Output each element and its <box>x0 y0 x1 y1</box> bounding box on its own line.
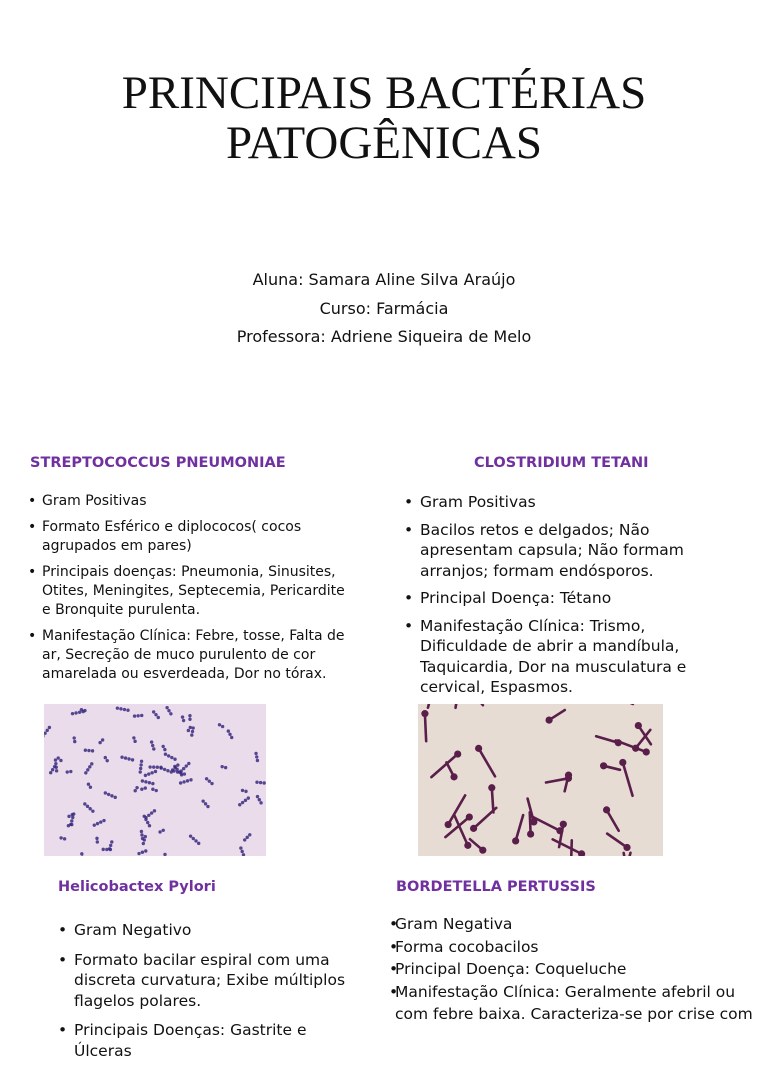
page-title <box>0 68 768 168</box>
bord-bullet-list <box>389 913 759 1026</box>
list-item: • Principal Doença: Coqueluche <box>389 958 759 981</box>
strep-heading: STREPTOCOCCUS PNEUMONIAE <box>30 455 286 471</box>
list-item: • Manifestação Clínica: Febre, tosse, Falta de ar, Secreção de muco purulento de cor amarelada ou esverdeada, Dor no tórax. <box>28 627 346 684</box>
helico-bullet-list <box>58 920 358 1070</box>
list-item: • Principal Doença: Tétano <box>404 588 704 609</box>
list-item: • Gram Positivas <box>28 492 346 511</box>
list-item: • Gram Negativo <box>58 920 358 941</box>
list-item: • Manifestação Clínica: Geralmente afebril ou com febre baixa. Caracteriza-se por crise com <box>389 981 759 1026</box>
clostridium-micrograph <box>418 704 663 856</box>
list-item: • Formato bacilar espiral com uma discreta curvatura; Exibe múltiplos flagelos polares. <box>58 950 358 1012</box>
author-block <box>0 266 768 352</box>
list-item: • Formato Esférico e diplococos( cocos agrupados em pares) <box>28 518 346 556</box>
list-item: • Gram Positivas <box>404 492 704 513</box>
streptococcus-micrograph <box>44 704 266 856</box>
list-item: • Bacilos retos e delgados; Não apresentam capsula; Não formam arranjos; formam endósporos. <box>404 520 704 582</box>
strep-bullet-list <box>28 492 346 691</box>
list-item: • Forma cocobacilos <box>389 936 759 959</box>
list-item: • Manifestação Clínica: Trismo, Dificuldade de abrir a mandíbula, Taquicardia, Dor na musculatura e cervical, Espasmos. <box>404 616 704 698</box>
professor-name: Professora: Adriene Siqueira de Melo <box>0 323 768 352</box>
bord-heading: BORDETELLA PERTUSSIS <box>396 879 596 895</box>
title-line-1: PRINCIPAIS BACTÉRIAS <box>0 68 768 118</box>
list-item: • Principais doenças: Pneumonia, Sinusites, Otites, Meningites, Septecemia, Pericardite e Bronquite purulenta. <box>28 563 346 620</box>
student-name: Aluna: Samara Aline Silva Araújo <box>0 266 768 295</box>
clost-bullet-list <box>404 492 704 705</box>
course-name: Curso: Farmácia <box>0 295 768 324</box>
list-item: • Gram Negativa <box>389 913 759 936</box>
list-item: • Principais Doenças: Gastrite e Úlceras <box>58 1020 358 1061</box>
helico-heading: Helicobactex Pylori <box>58 879 216 895</box>
clost-heading: CLOSTRIDIUM TETANI <box>474 455 649 471</box>
title-line-2: PATOGÊNICAS <box>0 118 768 168</box>
